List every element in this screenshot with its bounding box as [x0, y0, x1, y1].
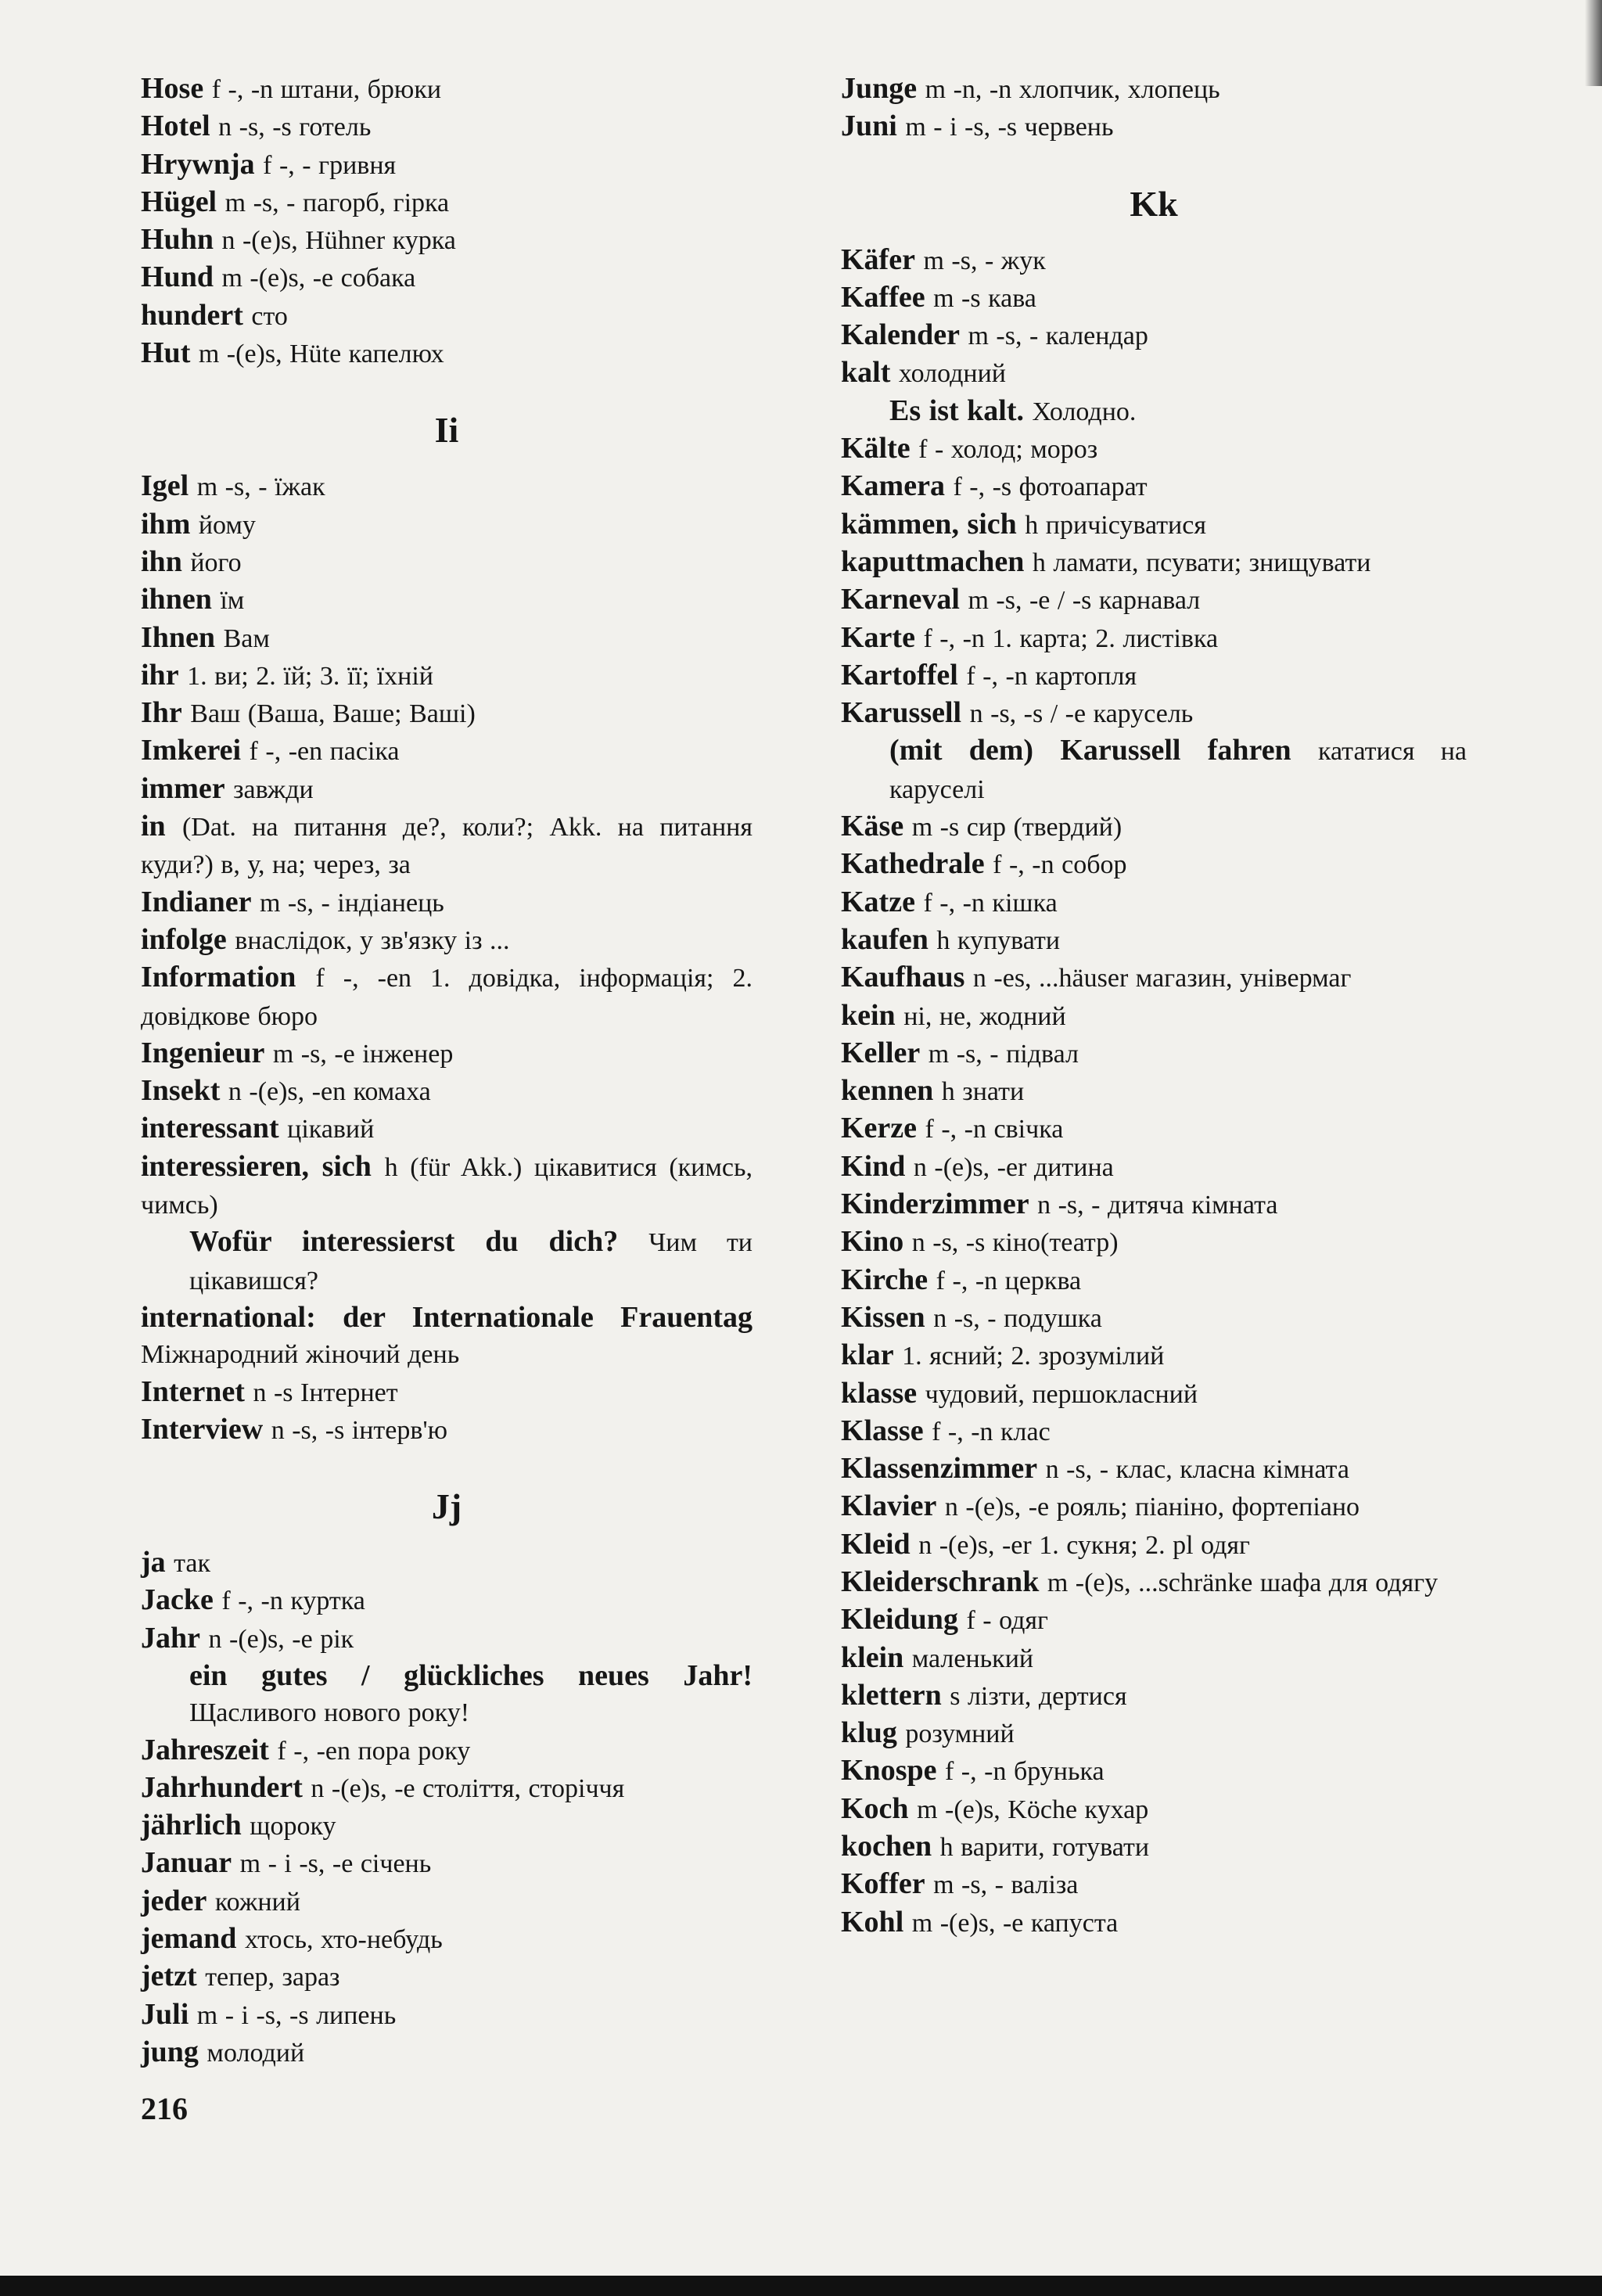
headword: Kalender	[841, 318, 960, 352]
dictionary-entry	[841, 1413, 1467, 1450]
headword: Koch	[841, 1791, 909, 1825]
headword: Kohl	[841, 1905, 904, 1938]
headword: infolge	[141, 922, 227, 956]
dictionary-entry	[841, 1677, 1467, 1715]
translation: f -, -n клас	[932, 1417, 1051, 1446]
translation: хтось, хто-небудь	[244, 1925, 443, 1955]
translation: n -es, ...häuser магазин, універмаг	[972, 964, 1352, 993]
headword: Kaufhaus	[841, 961, 965, 994]
dictionary-entry	[141, 1374, 753, 1411]
headword: Kirche	[841, 1263, 929, 1296]
dictionary-entry	[841, 1488, 1467, 1525]
translation: чудовий, першокласний	[925, 1379, 1198, 1409]
translation: молодий	[207, 2038, 305, 2068]
translation: m - i -s, -e січень	[239, 1849, 432, 1879]
translation: f -, -n 1. карта; 2. листівка	[923, 623, 1219, 653]
headword: Kleid	[841, 1527, 911, 1561]
headword: Ingenieur	[141, 1036, 265, 1069]
translation: їм	[220, 586, 245, 616]
translation: 1. ясний; 2. зрозумілий	[902, 1342, 1165, 1371]
translation: внаслідок, у зв'язку із ...	[235, 925, 510, 955]
dictionary-entry	[141, 1921, 753, 1958]
headword: Wofür interessierst du dich?	[189, 1225, 619, 1259]
translation: f -, -n брунька	[944, 1757, 1105, 1787]
headword: ihr	[141, 658, 179, 692]
translation: m -(e)s, Hüte капелюх	[198, 340, 444, 369]
headword: Juli	[141, 1997, 189, 2031]
translation: h причісуватися	[1025, 510, 1206, 540]
dictionary-entry	[841, 1450, 1467, 1488]
headword: klar	[841, 1338, 894, 1372]
page-number: 216	[141, 2091, 188, 2126]
translation: f -, -en пора року	[277, 1736, 471, 1766]
headword: Jahr	[141, 1621, 200, 1655]
translation: n -(e)s, -en комаха	[228, 1077, 431, 1107]
translation: так	[174, 1549, 211, 1579]
headword: Hose	[141, 72, 204, 105]
dictionary-entry	[141, 771, 753, 808]
dictionary-entry	[141, 1110, 753, 1148]
translation: m -s сир (твердий)	[911, 813, 1122, 843]
dictionary-entry	[141, 1770, 753, 1807]
dictionary-entry	[841, 279, 1467, 317]
translation: f -, -n кішка	[923, 888, 1058, 918]
headword: Kleiderschrank	[841, 1565, 1040, 1598]
headword: Junge	[841, 72, 918, 105]
headword: Juni	[841, 110, 897, 143]
headword: Katze	[841, 885, 915, 918]
dictionary-entry	[841, 1223, 1467, 1261]
dictionary-entry	[841, 922, 1467, 959]
dictionary-entry	[141, 1958, 753, 1996]
headword: Kartoffel	[841, 658, 958, 692]
dictionary-entry	[841, 1828, 1467, 1866]
dictionary-entry	[141, 884, 753, 922]
dictionary-entry	[841, 808, 1467, 846]
translation: f -, -n собор	[993, 850, 1127, 880]
translation: f -, -en 1. довідка, інформація; 2. довідкове бюро	[141, 964, 753, 1031]
translation: n -(e)s, -e рояль; піаніно, фортепіано	[944, 1493, 1360, 1522]
translation: m -(e)s, Köche кухар	[917, 1795, 1149, 1824]
dictionary-entry	[141, 468, 753, 505]
headword: Kamera	[841, 469, 945, 503]
dictionary-entry	[841, 1148, 1467, 1186]
headword: Keller	[841, 1036, 921, 1069]
translation: щороку	[250, 1812, 336, 1841]
headword: Imkerei	[141, 734, 242, 767]
dictionary-entry	[141, 1883, 753, 1921]
headword: jährlich	[141, 1809, 242, 1842]
dictionary-entry	[141, 695, 753, 732]
translation: h знати	[941, 1077, 1025, 1107]
headword: klasse	[841, 1376, 918, 1410]
translation: n -s, - дитяча кімната	[1037, 1191, 1278, 1220]
translation: m -s, - індіанець	[259, 888, 444, 918]
headword: Knospe	[841, 1754, 937, 1788]
headword: Klassenzimmer	[841, 1452, 1038, 1486]
dictionary-entry	[841, 997, 1467, 1035]
headword: Internet	[141, 1374, 245, 1408]
translation: h (für Akk.) цікавитися (кимсь, чимсь)	[141, 1152, 753, 1220]
translation: f -, -n церква	[936, 1266, 1082, 1295]
translation: f -, -en пасіка	[249, 737, 400, 767]
translation: m -n, -n хлопчик, хлопець	[925, 75, 1220, 104]
headword: immer	[141, 771, 225, 805]
dictionary-entry	[141, 221, 753, 259]
dictionary-entry	[841, 430, 1467, 468]
dictionary-entry	[841, 1110, 1467, 1148]
translation: n -s, -s інтерв'ю	[271, 1415, 447, 1445]
headword: ihnen	[141, 583, 212, 616]
dictionary-entry	[841, 242, 1467, 279]
dictionary-example	[841, 732, 1467, 808]
dictionary-entry	[841, 1262, 1467, 1299]
dictionary-entry	[141, 620, 753, 657]
translation: m -s, - календар	[968, 322, 1148, 351]
dictionary-entry	[141, 581, 753, 619]
dictionary-entry	[141, 108, 753, 146]
translation: холодний	[898, 359, 1006, 389]
headword: (mit dem) Karussell fahren	[889, 734, 1291, 767]
headword: Koffer	[841, 1867, 925, 1901]
headword: ein gutes / glückliches neues Jahr!	[189, 1658, 753, 1692]
headword: klettern	[841, 1678, 942, 1712]
translation: його	[190, 548, 242, 577]
headword: Kaffee	[841, 280, 925, 314]
headword: interessant	[141, 1112, 279, 1145]
dictionary-entry	[841, 468, 1467, 505]
translation: m -s, - валіза	[933, 1870, 1079, 1900]
headword: kaufen	[841, 922, 929, 956]
translation: ні, не, жодний	[903, 1001, 1066, 1031]
translation: f -, -n куртка	[221, 1586, 365, 1616]
translation: Вам	[223, 623, 270, 653]
dictionary-entry	[841, 70, 1467, 108]
dictionary-entry	[141, 1411, 753, 1449]
headword: Klasse	[841, 1414, 924, 1447]
translation: маленький	[911, 1644, 1034, 1673]
section-letter: Kk	[1130, 183, 1178, 224]
headword: jemand	[141, 1922, 237, 1956]
dictionary-entry	[141, 1073, 753, 1110]
dictionary-entry	[141, 1582, 753, 1619]
dictionary-entry	[141, 335, 753, 372]
headword: kaputtmachen	[841, 544, 1025, 578]
translation: n -s, -s / -e карусель	[969, 699, 1194, 729]
section-letter: Ii	[434, 410, 459, 451]
dictionary-entry	[841, 620, 1467, 657]
translation: n -s, -s кіно(театр)	[911, 1228, 1119, 1258]
translation: завжди	[233, 774, 314, 804]
translation: s лізти, дертися	[950, 1681, 1127, 1711]
headword: Kälte	[841, 432, 911, 465]
dictionary-entry	[841, 1073, 1467, 1110]
headword: Kissen	[841, 1300, 925, 1334]
translation: тепер, зараз	[205, 1963, 340, 1992]
headword: Karte	[841, 620, 915, 654]
dictionary-entry	[141, 1035, 753, 1073]
headword: Hund	[141, 261, 214, 294]
translation: розумний	[905, 1719, 1015, 1749]
headword: Ihnen	[141, 620, 216, 654]
translation: m -(e)s, -e капуста	[911, 1908, 1119, 1938]
dictionary-entry	[141, 1299, 753, 1374]
dictionary-entry	[841, 317, 1467, 354]
dictionary-entry	[841, 1791, 1467, 1828]
translation: m - i -s, -s червень	[905, 113, 1114, 142]
headword: kochen	[841, 1830, 932, 1863]
dictionary-entry	[141, 732, 753, 770]
headword: Igel	[141, 469, 189, 503]
translation: n -s, - клас, класна кімната	[1045, 1455, 1349, 1485]
headword: jetzt	[141, 1960, 197, 1993]
translation: m -s, - жук	[923, 246, 1046, 275]
dictionary-entry	[841, 846, 1467, 883]
translation: кататися на каруселі	[889, 737, 1467, 804]
headword: international: der Internationale Frauentag	[141, 1300, 753, 1334]
dictionary-entry	[141, 70, 753, 108]
dictionary-entry	[141, 1732, 753, 1770]
section-letter: Jj	[431, 1486, 462, 1527]
headword: Interview	[141, 1412, 264, 1446]
translation: Чим ти цікавишся?	[189, 1228, 753, 1295]
headword: kein	[841, 998, 896, 1032]
dictionary-entry	[141, 1620, 753, 1658]
headword: Karneval	[841, 583, 960, 616]
headword: Hügel	[141, 185, 217, 218]
translation: m -(e)s, -e собака	[221, 264, 416, 293]
headword: Indianer	[141, 885, 252, 918]
headword: jeder	[141, 1884, 207, 1917]
headword: Kinderzimmer	[841, 1188, 1029, 1221]
translation: m -s, -e / -s карнавал	[968, 586, 1201, 616]
translation: m -s, -e інженер	[272, 1039, 454, 1069]
dictionary-entry	[141, 1148, 753, 1224]
dictionary-entry	[841, 1564, 1467, 1601]
translation: цікавий	[287, 1115, 375, 1144]
translation: h ламати, псувати; знищувати	[1032, 548, 1371, 577]
translation: n -(e)s, -e рік	[208, 1624, 354, 1654]
dictionary-entry	[841, 884, 1467, 922]
translation: сто	[251, 301, 288, 331]
dictionary-entry	[841, 695, 1467, 732]
headword: Huhn	[141, 223, 214, 257]
dictionary-entry	[141, 1544, 753, 1582]
dictionary-entry	[141, 1807, 753, 1845]
dictionary-entry	[841, 1526, 1467, 1564]
translation: Холодно.	[1032, 397, 1137, 426]
headword: Karussell	[841, 696, 962, 730]
dictionary-entry	[841, 1904, 1467, 1942]
translation: f -, -n картопля	[966, 661, 1137, 691]
translation: n -s Інтернет	[253, 1378, 398, 1407]
dictionary-entry	[141, 959, 753, 1035]
dictionary-entry	[141, 146, 753, 184]
dictionary-entry	[841, 1752, 1467, 1790]
dictionary-entry	[841, 1601, 1467, 1639]
dictionary-entry	[841, 1035, 1467, 1073]
dictionary-entry	[141, 657, 753, 695]
translation: Щасливого нового року!	[189, 1698, 470, 1728]
headword: Käse	[841, 810, 904, 843]
headword: Information	[141, 961, 296, 994]
translation: Міжнародний жіночий день	[141, 1340, 460, 1370]
translation: m -s, - пагорб, гірка	[224, 188, 450, 217]
translation: n -s, -s готель	[218, 113, 372, 142]
headword: Jacke	[141, 1583, 214, 1617]
dictionary-entry	[841, 1866, 1467, 1903]
headword: Kleidung	[841, 1603, 958, 1637]
headword: ihn	[141, 544, 182, 578]
translation: m -(e)s, ...schränke шафа для одягу	[1047, 1568, 1439, 1597]
dictionary-entry	[141, 297, 753, 335]
dictionary-entry	[841, 354, 1467, 392]
translation: n -(e)s, -e століття, сторіччя	[311, 1773, 625, 1803]
dictionary-entry	[841, 1375, 1467, 1413]
headword: klein	[841, 1640, 904, 1674]
headword: Hotel	[141, 110, 210, 143]
translation: f - одяг	[966, 1606, 1049, 1636]
translation: йому	[198, 510, 256, 540]
dictionary-entry	[141, 544, 753, 581]
headword: Hrywnja	[141, 147, 255, 181]
dictionary-example	[141, 1223, 753, 1299]
headword: Kind	[841, 1149, 906, 1183]
headword: jung	[141, 2035, 199, 2068]
translation: h купувати	[936, 925, 1061, 955]
dictionary-entry	[141, 506, 753, 544]
dictionary-entry	[841, 544, 1467, 581]
translation: кожний	[214, 1887, 300, 1917]
headword: ihm	[141, 507, 191, 541]
dictionary-entry	[141, 1845, 753, 1882]
headword: Es ist kalt.	[889, 393, 1024, 427]
dictionary-example	[141, 1658, 753, 1732]
translation: n -(e)s, Hühner курка	[221, 226, 456, 256]
dictionary-entry	[841, 1640, 1467, 1677]
headword: Kino	[841, 1225, 904, 1259]
headword: Januar	[141, 1846, 232, 1880]
dictionary-entry	[841, 581, 1467, 619]
dictionary-entry	[841, 959, 1467, 997]
headword: Käfer	[841, 243, 915, 276]
translation: (Dat. на питання де?, коли?; Akk. на питання куди?) в, у, на; через, за	[141, 813, 753, 880]
translation: f - холод; мороз	[918, 435, 1098, 465]
dictionary-entry	[841, 506, 1467, 544]
headword: in	[141, 810, 166, 843]
headword: kämmen, sich	[841, 507, 1017, 541]
dictionary-entry	[141, 808, 753, 884]
translation: f -, -s фотоапарат	[953, 472, 1148, 502]
headword: Hut	[141, 336, 191, 370]
dictionary-entry	[141, 1996, 753, 2034]
dictionary-entry	[841, 1337, 1467, 1374]
headword: ja	[141, 1546, 166, 1579]
dictionary-example	[841, 393, 1467, 430]
translation: Ваш (Ваша, Ваше; Ваші)	[190, 699, 476, 729]
translation: m -s, - підвал	[928, 1039, 1079, 1069]
translation: h варити, готувати	[939, 1833, 1150, 1863]
headword: Kathedrale	[841, 847, 985, 881]
dictionary-entry	[841, 1715, 1467, 1752]
translation: m -s, - їжак	[196, 472, 325, 502]
dictionary-entry	[141, 922, 753, 959]
dictionary-entry	[841, 1299, 1467, 1337]
dictionary-entry	[841, 1186, 1467, 1223]
translation: n -(e)s, -er дитина	[913, 1152, 1114, 1182]
headword: hundert	[141, 298, 243, 332]
right-column	[841, 70, 1467, 1942]
headword: Klavier	[841, 1489, 937, 1523]
headword: Ihr	[141, 696, 182, 730]
dictionary-entry	[141, 2034, 753, 2071]
translation: 1. ви; 2. їй; 3. її; їхній	[187, 661, 433, 691]
headword: Kerze	[841, 1112, 918, 1145]
translation: n -(e)s, -er 1. сукня; 2. pl одяг	[918, 1530, 1251, 1560]
headword: Jahreszeit	[141, 1733, 269, 1766]
headword: kalt	[841, 356, 891, 390]
translation: f -, -n штани, брюки	[211, 75, 442, 104]
headword: kennen	[841, 1074, 934, 1108]
translation: f -, - гривня	[263, 150, 397, 180]
left-column	[141, 70, 753, 2071]
dictionary-entry	[841, 657, 1467, 695]
dictionary-entry	[841, 108, 1467, 146]
headword: klug	[841, 1716, 897, 1750]
dictionary-entry	[141, 184, 753, 221]
translation: m -s кава	[933, 283, 1036, 313]
headword: interessieren, sich	[141, 1149, 372, 1183]
headword: Jahrhundert	[141, 1770, 303, 1804]
translation: m - i -s, -s липень	[196, 2000, 397, 2030]
translation: n -s, - подушка	[933, 1303, 1102, 1333]
translation: f -, -n свічка	[925, 1115, 1064, 1144]
dictionary-entry	[141, 259, 753, 296]
headword: Insekt	[141, 1074, 221, 1108]
